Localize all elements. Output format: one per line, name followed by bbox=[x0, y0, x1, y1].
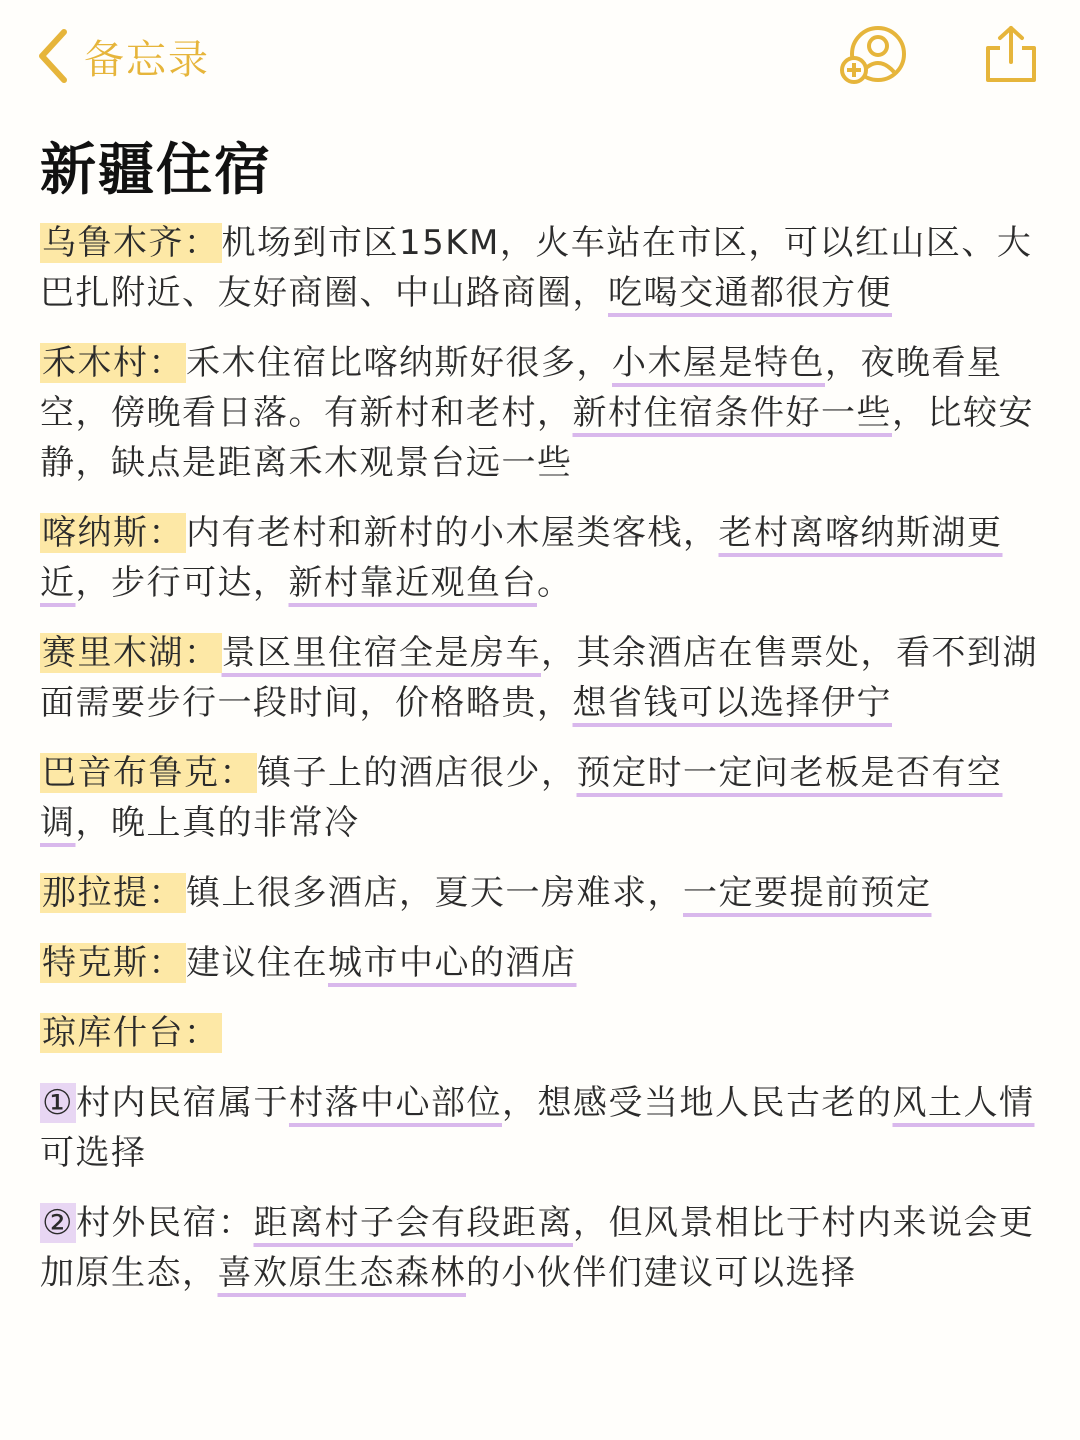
back-label: 备忘录 bbox=[84, 36, 210, 83]
top-navigation-bar bbox=[0, 0, 1080, 112]
share-button[interactable] bbox=[982, 24, 1040, 84]
paragraph-text: ，夜晚看星空，傍晚看日落。有新村和老村， bbox=[40, 343, 1003, 433]
location-label: 喀纳斯： bbox=[42, 513, 184, 553]
underlined-text: 一定要提前预定 bbox=[683, 873, 932, 913]
back-button[interactable] bbox=[36, 24, 210, 88]
paragraph-text: 禾木住宿比喀纳斯好很多， bbox=[186, 343, 612, 383]
paragraph-text: ，其余酒店在售票处，看不到湖面需要步行一段时间，价格略贵， bbox=[40, 633, 1038, 723]
paragraph-text: ，晚上真的非常冷 bbox=[75, 803, 360, 843]
paragraph-text: 内有老村和新村的小木屋类客栈， bbox=[186, 513, 719, 553]
paragraph-tekes bbox=[40, 938, 1040, 988]
underlined-text: 预定时一定问老板是否有空调 bbox=[40, 753, 1003, 843]
paragraph-kanas bbox=[40, 508, 1040, 608]
paragraph-text: 村外民宿： bbox=[75, 1203, 254, 1243]
underlined-text: 喜欢原生态森林 bbox=[217, 1253, 466, 1293]
location-label: 特克斯： bbox=[42, 943, 184, 983]
paragraph-bayinbuluke bbox=[40, 748, 1040, 848]
paragraph-text: 。 bbox=[537, 563, 573, 603]
paragraph-text: ，步行可达， bbox=[75, 563, 289, 603]
location-label: 琼库什台： bbox=[42, 1013, 220, 1053]
paragraph-text: ，想感受当地人民古老的 bbox=[501, 1083, 893, 1123]
paragraph-nalati bbox=[40, 868, 1040, 918]
underlined-text: 新村住宿条件好一些 bbox=[572, 393, 892, 433]
share-icon bbox=[982, 24, 1040, 84]
underlined-text: 城市中心的酒店 bbox=[328, 943, 577, 983]
paragraph-sayram-lake bbox=[40, 628, 1040, 728]
location-label: 赛里木湖： bbox=[42, 633, 220, 673]
paragraph-qiongkushitai bbox=[40, 1008, 1040, 1058]
paragraph-option-2 bbox=[40, 1198, 1040, 1298]
add-collaborator-icon bbox=[838, 24, 910, 88]
note-body[interactable] bbox=[40, 218, 1040, 1318]
paragraph-text: 镇上很多酒店，夏天一房难求， bbox=[186, 873, 683, 913]
paragraph-option-1 bbox=[40, 1078, 1040, 1178]
underlined-text: 距离村子会有段距离 bbox=[253, 1203, 573, 1243]
option-number: ② bbox=[42, 1203, 74, 1243]
underlined-text: 吃喝交通都很方便 bbox=[608, 273, 892, 313]
underlined-text: 景区里住宿全是房车 bbox=[221, 633, 541, 673]
paragraph-text: 可选择 bbox=[40, 1133, 147, 1173]
paragraph-text: 的小伙伴们建议可以选择 bbox=[466, 1253, 857, 1293]
location-label: 那拉提： bbox=[42, 873, 184, 913]
add-collaborator-button[interactable] bbox=[838, 24, 910, 88]
location-label: 禾木村： bbox=[42, 343, 184, 383]
underlined-text: 村落中心部位 bbox=[288, 1083, 502, 1123]
location-label: 巴音布鲁克： bbox=[42, 753, 255, 793]
location-label: 乌鲁木齐： bbox=[42, 223, 220, 263]
underlined-text: 新村靠近观鱼台 bbox=[288, 563, 537, 603]
option-number: ① bbox=[42, 1083, 74, 1123]
underlined-text: 想省钱可以选择伊宁 bbox=[572, 683, 892, 723]
underlined-text: 老村离喀纳斯湖更近 bbox=[40, 513, 1003, 603]
paragraph-text: ，但风景相比于村内来说会更加原生态， bbox=[40, 1203, 1035, 1293]
paragraph-text: 镇子上的酒店很少， bbox=[257, 753, 577, 793]
paragraph-text: 机场到市区15KM，火车站在市区，可以红山区、大巴扎附近、友好商圈、中山路商圈， bbox=[40, 223, 1033, 313]
note-title: 新疆住宿 bbox=[40, 138, 272, 203]
chevron-left-icon bbox=[36, 28, 70, 84]
paragraph-text: ，比较安静，缺点是距离禾木观景台远一些 bbox=[40, 393, 1034, 483]
paragraph-hemu bbox=[40, 338, 1040, 488]
paragraph-text: 村内民宿属于 bbox=[75, 1083, 289, 1123]
paragraph-text: 建议住在 bbox=[186, 943, 328, 983]
underlined-text: 小木屋是特色 bbox=[612, 343, 825, 383]
underlined-text: 风土人情 bbox=[892, 1083, 1035, 1123]
paragraph-urumqi bbox=[40, 218, 1040, 318]
